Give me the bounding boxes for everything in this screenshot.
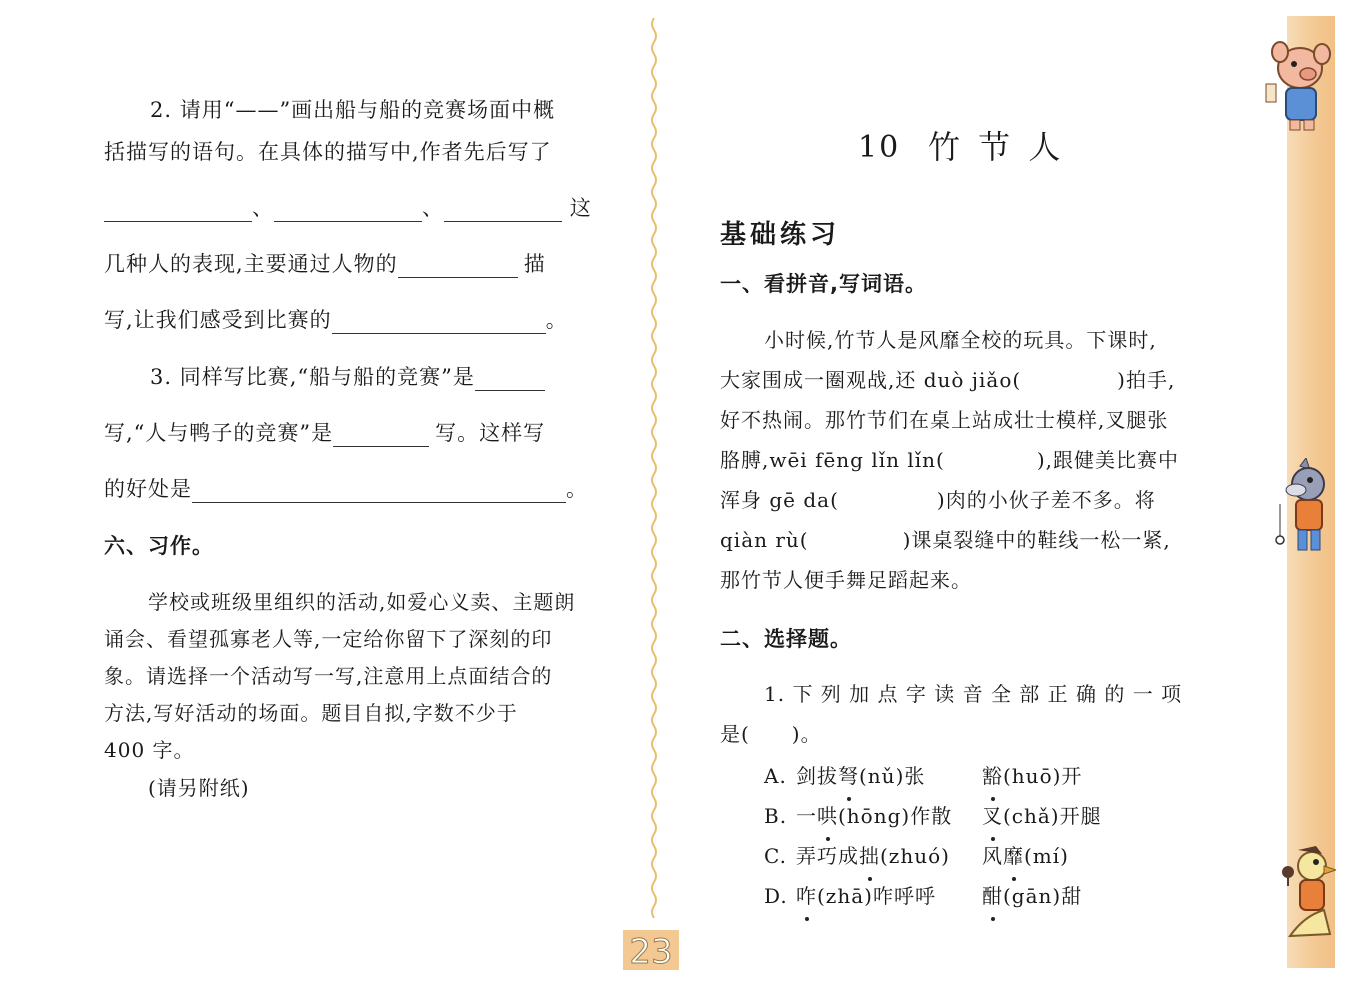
option-right-word: 风靡(mí): [982, 844, 1069, 868]
q3-line3: 的好处是 。: [104, 477, 588, 501]
lesson-number: 10: [858, 130, 901, 165]
part1-line2: 大家围成一圈观战,还 duò jiǎo( )拍手,: [720, 368, 1176, 392]
dotted-character: 弩: [838, 758, 859, 795]
dotted-character: 咋: [796, 878, 817, 915]
option-label: C.: [764, 844, 787, 868]
section6-note: (请另附纸): [148, 776, 250, 800]
q3-line2: 写,“人与鸭子的竞赛”是 写。这样写: [104, 421, 546, 445]
section6-para-line2: 诵会、看望孤寡老人等,一定给你留下了深刻的印: [104, 627, 553, 651]
part2-q1-line1: 1. 下 列 加 点 字 读 音 全 部 正 确 的 一 项: [764, 682, 1183, 706]
option-row[interactable]: [764, 798, 1102, 835]
section6-title: 六、习作。: [104, 534, 214, 558]
left-page: [0, 0, 648, 984]
lesson-title: 竹 节 人: [928, 128, 1065, 166]
part1-line3: 好不热闹。那竹节们在桌上站成壮士模样,叉腿张: [720, 408, 1169, 432]
wolf-mascot-icon: [1270, 458, 1336, 558]
dotted-character: 豁: [982, 758, 1003, 795]
option-right-word: 酣(gān)甜: [982, 884, 1082, 908]
answer-blank[interactable]: [444, 199, 562, 222]
q2-line4: 几种人的表现,主要通过人物的 描: [104, 252, 546, 276]
part1-line1: 小时候,竹节人是风靡全校的玩具。下课时,: [764, 328, 1157, 352]
page-spine: [649, 18, 659, 918]
option-left-word: 剑拔弩(nǔ)张: [796, 758, 982, 795]
answer-blank[interactable]: [274, 199, 422, 222]
part2-q1-line2: 是( )。: [720, 722, 822, 746]
section6-para-line3: 象。请选择一个活动写一写,注意用上点面结合的: [104, 664, 553, 688]
option-row[interactable]: [764, 758, 1082, 795]
q2-line1: 2. 请用“——”画出船与船的竞赛场面中概: [150, 98, 556, 122]
dotted-character: 酣: [982, 878, 1003, 915]
dotted-character: 叉: [982, 798, 1003, 835]
answer-blank[interactable]: [192, 480, 566, 503]
dotted-character: 哄: [817, 798, 838, 835]
option-row[interactable]: [764, 878, 1082, 915]
option-label: D.: [764, 884, 788, 908]
part2-title: 二、选择题。: [720, 627, 852, 651]
answer-blank[interactable]: [398, 255, 518, 278]
part1-line5: 浑身 gē da( )肉的小伙子差不多。将: [720, 488, 1156, 512]
option-row[interactable]: [764, 838, 1069, 875]
duck-mascot-icon: [1270, 846, 1336, 944]
q2-line3: 、 、 这: [104, 194, 592, 222]
q2-line5: 写,让我们感受到比赛的 。: [104, 308, 568, 332]
part1-line7: 那竹节人便手舞足蹈起来。: [720, 568, 972, 592]
option-left-word: 一哄(hōng)作散: [796, 798, 982, 835]
option-right-word: 叉(chǎ)开腿: [982, 804, 1102, 828]
answer-blank[interactable]: [475, 368, 545, 391]
option-label: A.: [764, 764, 787, 788]
section6-para-line4: 方法,写好活动的场面。题目自拟,字数不少于: [104, 701, 518, 725]
section6-para-line5: 400 字。: [104, 738, 195, 762]
section6-para-line1: 学校或班级里组织的活动,如爱心义卖、主题朗: [148, 590, 576, 614]
q2-line2: 括描写的语句。在具体的描写中,作者先后写了: [104, 140, 552, 164]
q3-line1: 3. 同样写比赛,“船与船的竞赛”是: [150, 363, 545, 391]
page-number: 23: [623, 930, 679, 970]
answer-blank[interactable]: [332, 311, 546, 334]
option-left-word: 咋(zhā)咋呼呼: [796, 878, 982, 915]
part1-line4: 胳膊,wēi fēng lǐn lǐn( ),跟健美比赛中: [720, 448, 1180, 472]
part1-line6: qiàn rù( )课桌裂缝中的鞋线一松一紧,: [720, 528, 1171, 552]
part1-title: 一、看拼音,写词语。: [720, 272, 927, 296]
pig-mascot-icon: [1262, 40, 1336, 134]
option-right-word: 豁(huō)开: [982, 764, 1082, 788]
option-label: B.: [764, 804, 788, 828]
option-left-word: 弄巧成拙(zhuó): [796, 838, 982, 875]
dotted-character: 靡: [1003, 838, 1024, 875]
answer-blank[interactable]: [333, 424, 429, 447]
section-title: 基础练习: [720, 220, 841, 250]
answer-blank[interactable]: [104, 199, 252, 222]
dotted-character: 拙: [859, 838, 880, 875]
